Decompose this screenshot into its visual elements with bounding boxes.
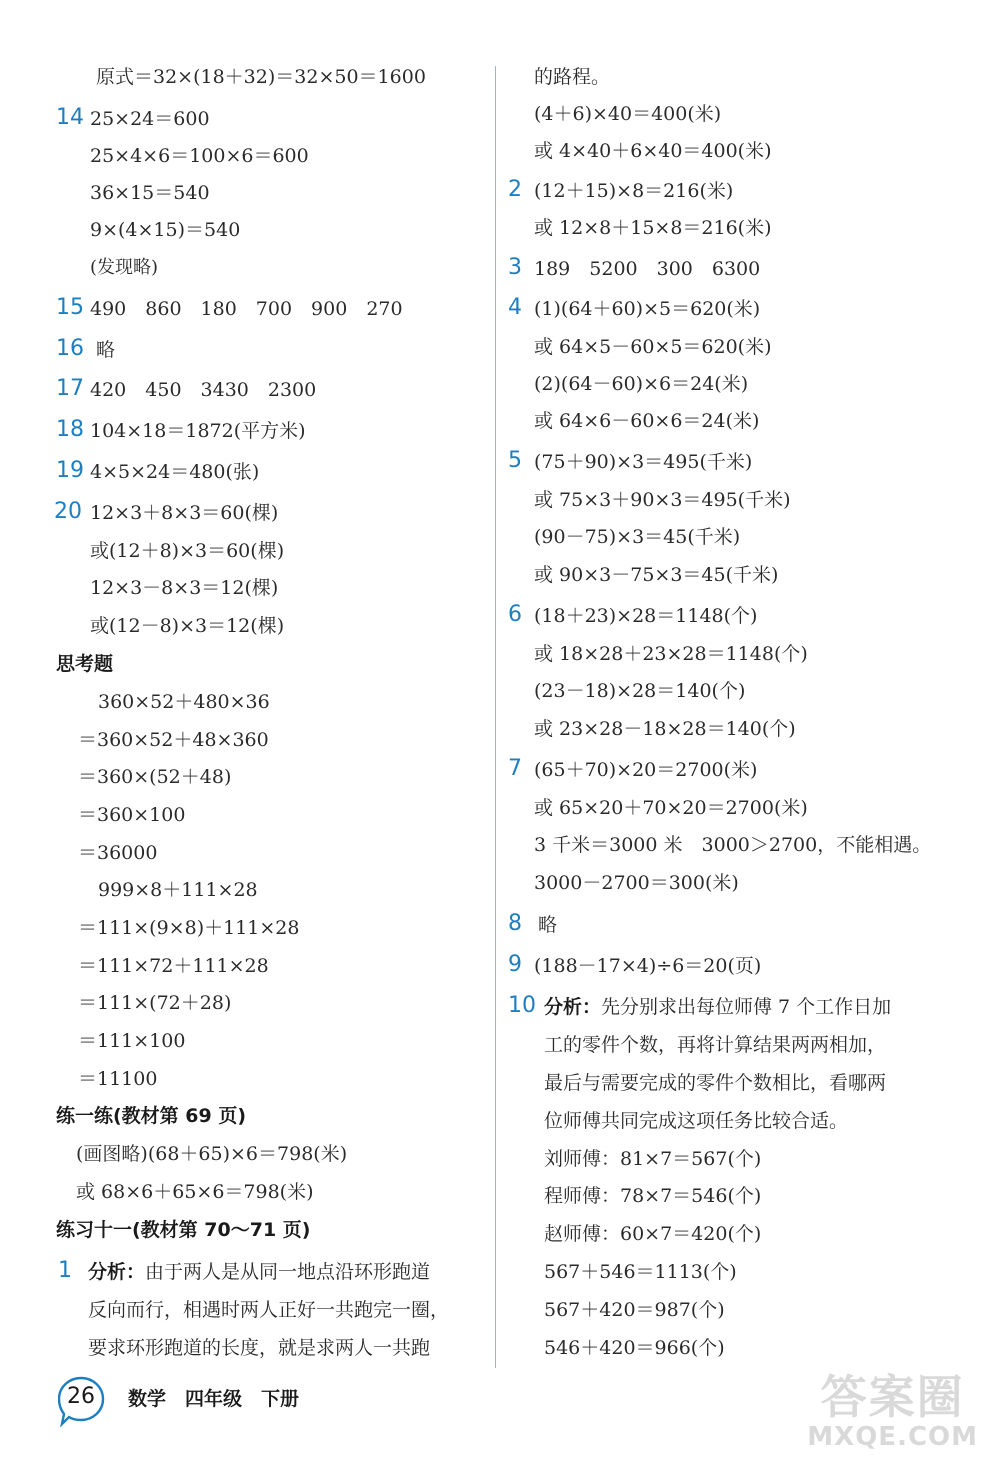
text-line: 要求环形跑道的长度，就是求两人一共跑 bbox=[88, 1337, 431, 1359]
text-line: ＝360×100 bbox=[78, 804, 186, 826]
text-line: ＝360×52＋48×360 bbox=[78, 729, 269, 751]
text-line: 或 75×3＋90×3＝495(千米) bbox=[534, 489, 791, 511]
text-line: (188－17×4)÷6＝20(页) bbox=[534, 955, 762, 977]
text-line: 189 5200 300 6300 bbox=[534, 258, 761, 280]
question-number: 18 bbox=[56, 417, 84, 442]
text-line: 或 23×28－18×28＝140(个) bbox=[534, 718, 796, 740]
text-line: 或 68×6＋65×6＝798(米) bbox=[76, 1181, 314, 1203]
question-number: 6 bbox=[508, 602, 522, 627]
text-line: 999×8＋111×28 bbox=[98, 879, 258, 901]
text-line: 9×(4×15)＝540 bbox=[90, 219, 241, 241]
section-heading: 思考题 bbox=[56, 653, 114, 675]
page-number-badge bbox=[58, 1376, 104, 1422]
question-number: 2 bbox=[508, 177, 522, 202]
book-title: 数学 四年级 下册 bbox=[128, 1388, 300, 1410]
text-line: ＝111×100 bbox=[78, 1030, 186, 1052]
text-line bbox=[544, 994, 891, 1022]
section-heading: 练一练(教材第 69 页) bbox=[56, 1105, 247, 1127]
text-line: 567＋546＝1113(个) bbox=[544, 1261, 737, 1283]
question-number: 9 bbox=[508, 952, 522, 977]
question-number: 10 bbox=[508, 993, 536, 1018]
text-line: 4×5×24＝480(张) bbox=[90, 461, 260, 483]
text-line: ＝111×(9×8)＋111×28 bbox=[78, 917, 300, 939]
text-line: (18＋23)×28＝1148(个) bbox=[534, 605, 758, 627]
text-line: ＝360×(52＋48) bbox=[78, 766, 232, 788]
text-line: (23－18)×28＝140(个) bbox=[534, 680, 746, 702]
text-line: ＝111×(72＋28) bbox=[78, 992, 232, 1014]
text-line: 或(12－8)×3＝12(棵) bbox=[90, 615, 285, 637]
text-line: 或(12＋8)×3＝60(棵) bbox=[90, 540, 285, 562]
text-line: 略 bbox=[538, 914, 558, 936]
text-line: (75＋90)×3＝495(千米) bbox=[534, 451, 753, 473]
text-line: (90－75)×3＝45(千米) bbox=[534, 526, 741, 548]
text-line: 或 4×40＋6×40＝400(米) bbox=[534, 140, 772, 162]
section-heading: 练习十一(教材第 70～71 页) bbox=[56, 1219, 311, 1241]
text-line: (65＋70)×20＝2700(米) bbox=[534, 759, 758, 781]
question-number: 4 bbox=[508, 295, 522, 320]
text-line: ＝36000 bbox=[78, 842, 158, 864]
text-line: 或 64×6－60×6＝24(米) bbox=[534, 410, 760, 432]
text-line: 25×4×6＝100×6＝600 bbox=[90, 145, 309, 167]
question-number: 8 bbox=[508, 911, 522, 936]
text-line: 360×52＋480×36 bbox=[98, 691, 270, 713]
text-line: 最后与需要完成的零件个数相比，看哪两 bbox=[544, 1072, 887, 1094]
text-line: 104×18＝1872(平方米) bbox=[90, 420, 306, 442]
question-number: 3 bbox=[508, 255, 522, 280]
page-number: 26 bbox=[67, 1384, 95, 1409]
text-line: 位师傅共同完成这项任务比较合适。 bbox=[544, 1110, 849, 1132]
text-line: (1)(64＋60)×5＝620(米) bbox=[534, 298, 761, 320]
text-line bbox=[88, 1259, 430, 1287]
text-line: 420 450 3430 2300 bbox=[90, 379, 317, 401]
text-run: 先分别求出每位师傅 7 个工作日加 bbox=[601, 996, 892, 1018]
text-line: (4＋6)×40＝400(米) bbox=[534, 103, 722, 125]
text-line: 原式＝32×(18＋32)＝32×50＝1600 bbox=[96, 66, 426, 88]
watermark-url: MXQE.COM bbox=[807, 1422, 978, 1452]
question-number: 1 bbox=[58, 1258, 72, 1283]
text-line: (发现略) bbox=[90, 257, 159, 278]
question-number: 20 bbox=[54, 499, 82, 524]
question-number: 19 bbox=[56, 458, 84, 483]
question-number: 15 bbox=[56, 295, 84, 320]
text-line: 程师傅：78×7＝546(个) bbox=[544, 1185, 762, 1207]
text-line: 546＋420＝966(个) bbox=[544, 1337, 725, 1359]
text-line: 567＋420＝987(个) bbox=[544, 1299, 725, 1321]
text-line: 25×24＝600 bbox=[90, 108, 210, 130]
question-number: 5 bbox=[508, 448, 522, 473]
text-line: 12×3＋8×3＝60(棵) bbox=[90, 502, 279, 524]
text-line: (12＋15)×8＝216(米) bbox=[534, 180, 734, 202]
text-line: 或 18×28＋23×28＝1148(个) bbox=[534, 643, 808, 665]
text-line: 或 90×3－75×3＝45(千米) bbox=[534, 564, 779, 586]
text-run: 由于两人是从同一地点沿环形跑道 bbox=[145, 1261, 431, 1283]
analysis-label: 分析： bbox=[88, 1261, 146, 1283]
question-number: 16 bbox=[56, 336, 84, 361]
text-line: 3000－2700＝300(米) bbox=[534, 872, 739, 894]
question-number: 7 bbox=[508, 756, 522, 781]
watermark bbox=[807, 1372, 978, 1452]
text-line: 反向而行，相遇时两人正好一共跑完一圈， bbox=[88, 1299, 450, 1321]
text-line: 12×3－8×3＝12(棵) bbox=[90, 577, 279, 599]
question-number: 14 bbox=[56, 105, 84, 130]
text-line: 36×15＝540 bbox=[90, 182, 210, 204]
text-line: ＝11100 bbox=[78, 1068, 158, 1090]
text-line: 或 64×5－60×5＝620(米) bbox=[534, 336, 772, 358]
column-divider bbox=[495, 66, 496, 1368]
text-line: 赵师傅：60×7＝420(个) bbox=[544, 1223, 762, 1245]
question-number: 17 bbox=[56, 376, 84, 401]
text-line: 刘师傅：81×7＝567(个) bbox=[544, 1148, 762, 1170]
text-line: 或 65×20＋70×20＝2700(米) bbox=[534, 797, 808, 819]
text-line: 3 千米＝3000 米 3000＞2700，不能相遇。 bbox=[534, 834, 932, 856]
text-line: (2)(64－60)×6＝24(米) bbox=[534, 373, 749, 395]
text-line: ＝111×72＋111×28 bbox=[78, 955, 269, 977]
text-line: 的路程。 bbox=[534, 66, 611, 88]
text-line: 工的零件个数，再将计算结果两两相加， bbox=[544, 1034, 887, 1056]
text-line: (画图略)(68＋65)×6＝798(米) bbox=[76, 1143, 348, 1165]
watermark-logo-text: 答案圈 bbox=[820, 1370, 965, 1424]
analysis-label: 分析： bbox=[544, 996, 602, 1018]
text-line: 490 860 180 700 900 270 bbox=[90, 298, 403, 320]
text-line: 或 12×8＋15×8＝216(米) bbox=[534, 217, 772, 239]
text-line: 略 bbox=[96, 339, 116, 361]
